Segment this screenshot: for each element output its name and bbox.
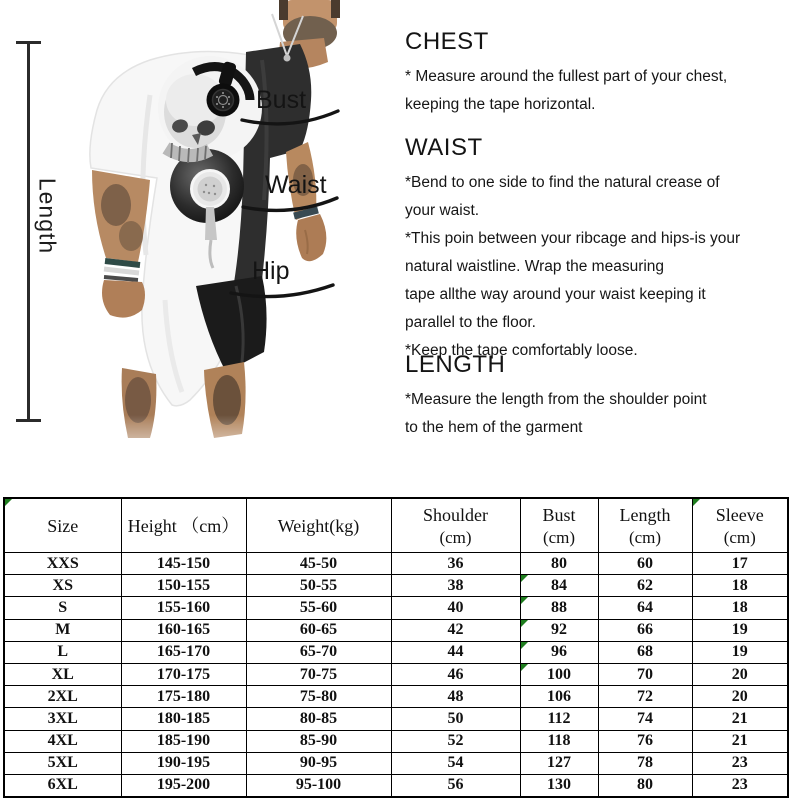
table-cell: 18	[692, 575, 788, 597]
table-cell: 64	[598, 597, 692, 619]
table-cell: 18	[692, 597, 788, 619]
cell-corner-marker	[521, 620, 528, 627]
cell-corner-marker	[521, 575, 528, 582]
table-row	[4, 774, 788, 797]
table-cell: 23	[692, 752, 788, 774]
table-row	[4, 708, 788, 730]
chest-line: * Measure around the fullest part of your chest,	[405, 68, 728, 85]
table-cell: 92	[520, 619, 598, 641]
table-cell: 72	[598, 686, 692, 708]
length-measure-bottom-cap	[16, 419, 41, 422]
table-cell: 48	[391, 686, 520, 708]
table-cell: 66	[598, 619, 692, 641]
table-row	[4, 663, 788, 685]
table-cell: 20	[692, 686, 788, 708]
table-row	[4, 730, 788, 752]
table-cell: M	[4, 619, 121, 641]
waist-line: tape allthe way around your waist keeping it	[405, 286, 706, 303]
table-cell: 56	[391, 774, 520, 797]
table-cell: L	[4, 641, 121, 663]
table-cell: 2XL	[4, 686, 121, 708]
waist-line: your waist.	[405, 202, 480, 219]
table-cell: 78	[598, 752, 692, 774]
table-cell: XL	[4, 663, 121, 685]
table-cell: 155-160	[121, 597, 246, 619]
table-cell: 45-50	[246, 553, 391, 575]
table-cell: 175-180	[121, 686, 246, 708]
waist-heading: WAIST	[405, 134, 483, 161]
table-cell: 80-85	[246, 708, 391, 730]
table-cell: 23	[692, 774, 788, 797]
table-cell: 90-95	[246, 752, 391, 774]
table-cell: 106	[520, 686, 598, 708]
waist-line: *Keep the tape comfortably loose.	[405, 342, 638, 359]
cell-corner-marker	[521, 597, 528, 604]
col-header-weight: Weight(kg)	[246, 498, 391, 553]
table-cell: 74	[598, 708, 692, 730]
table-cell: 88	[520, 597, 598, 619]
table-cell: 68	[598, 641, 692, 663]
table-row	[4, 553, 788, 575]
table-cell: 180-185	[121, 708, 246, 730]
size-table-body	[4, 553, 788, 798]
table-cell: 40	[391, 597, 520, 619]
table-cell: 76	[598, 730, 692, 752]
table-cell: 130	[520, 774, 598, 797]
chest-heading: CHEST	[405, 28, 489, 55]
right-hand	[296, 214, 326, 261]
table-cell: 165-170	[121, 641, 246, 663]
table-cell: 36	[391, 553, 520, 575]
table-row	[4, 686, 788, 708]
table-cell: 38	[391, 575, 520, 597]
chest-line: keeping the tape horizontal.	[405, 96, 596, 113]
table-cell: 46	[391, 663, 520, 685]
table-row	[4, 597, 788, 619]
table-cell: 50-55	[246, 575, 391, 597]
table-cell: 42	[391, 619, 520, 641]
hip-annotation-label: Hip	[252, 257, 290, 285]
table-cell: 52	[391, 730, 520, 752]
col-header-shoulder: Shoulder (cm)	[391, 498, 520, 553]
table-cell: S	[4, 597, 121, 619]
table-cell: 118	[520, 730, 598, 752]
left-hand	[102, 280, 145, 318]
col-header-bust: Bust (cm)	[520, 498, 598, 553]
table-cell: XS	[4, 575, 121, 597]
size-table	[3, 497, 789, 798]
table-cell: 195-200	[121, 774, 246, 797]
table-row	[4, 752, 788, 774]
cell-corner-marker	[5, 499, 12, 506]
model-photo-area	[0, 0, 400, 490]
col-header-sleeve: Sleeve (cm)	[692, 498, 788, 553]
table-cell: 54	[391, 752, 520, 774]
length-measure-label: Length	[34, 177, 61, 255]
waist-section	[405, 134, 785, 365]
table-cell: 70	[598, 663, 692, 685]
table-cell: 50	[391, 708, 520, 730]
table-cell: 5XL	[4, 752, 121, 774]
table-cell: 62	[598, 575, 692, 597]
chest-section	[405, 28, 785, 119]
bust-annotation-label: Bust	[256, 86, 307, 114]
table-row	[4, 619, 788, 641]
waist-line: parallel to the floor.	[405, 314, 536, 331]
waist-line: natural waistline. Wrap the measuring	[405, 258, 665, 275]
table-cell: 17	[692, 553, 788, 575]
waist-line: *Bend to one side to find the natural crease of	[405, 174, 720, 191]
table-cell: 100	[520, 663, 598, 685]
table-cell: 190-195	[121, 752, 246, 774]
table-cell: 21	[692, 730, 788, 752]
table-cell: 150-155	[121, 575, 246, 597]
length-line: *Measure the length from the shoulder point	[405, 391, 707, 408]
table-cell: 3XL	[4, 708, 121, 730]
col-header-size: Size	[4, 498, 121, 553]
table-cell: 55-60	[246, 597, 391, 619]
length-heading: LENGTH	[405, 351, 506, 378]
cell-corner-marker	[521, 642, 528, 649]
table-cell: 145-150	[121, 553, 246, 575]
col-header-length: Length (cm)	[598, 498, 692, 553]
length-section	[405, 351, 785, 442]
table-cell: 65-70	[246, 641, 391, 663]
table-cell: 80	[598, 774, 692, 797]
length-measure-line	[27, 42, 30, 421]
size-table-head	[4, 498, 788, 553]
table-cell: 185-190	[121, 730, 246, 752]
table-row	[4, 575, 788, 597]
cell-corner-marker	[693, 499, 700, 506]
table-cell: 84	[520, 575, 598, 597]
table-cell: 127	[520, 752, 598, 774]
waist-annotation-label: Waist	[265, 171, 327, 199]
table-cell: 4XL	[4, 730, 121, 752]
table-cell: 70-75	[246, 663, 391, 685]
col-header-height: Height （cm）	[121, 498, 246, 553]
table-cell: 60	[598, 553, 692, 575]
table-cell: 80	[520, 553, 598, 575]
table-cell: 160-165	[121, 619, 246, 641]
table-cell: 21	[692, 708, 788, 730]
table-cell: 19	[692, 619, 788, 641]
table-cell: 75-80	[246, 686, 391, 708]
waist-line: *This poin between your ribcage and hips-is your	[405, 230, 741, 247]
cell-corner-marker	[521, 664, 528, 671]
table-cell: 60-65	[246, 619, 391, 641]
table-cell: 6XL	[4, 774, 121, 797]
header-row	[4, 498, 788, 553]
table-cell: 112	[520, 708, 598, 730]
length-line: to the hem of the garment	[405, 419, 583, 436]
table-row	[4, 641, 788, 663]
table-cell: XXS	[4, 553, 121, 575]
table-cell: 19	[692, 641, 788, 663]
table-cell: 96	[520, 641, 598, 663]
table-cell: 170-175	[121, 663, 246, 685]
table-cell: 95-100	[246, 774, 391, 797]
table-cell: 44	[391, 641, 520, 663]
table-cell: 20	[692, 663, 788, 685]
table-cell: 85-90	[246, 730, 391, 752]
